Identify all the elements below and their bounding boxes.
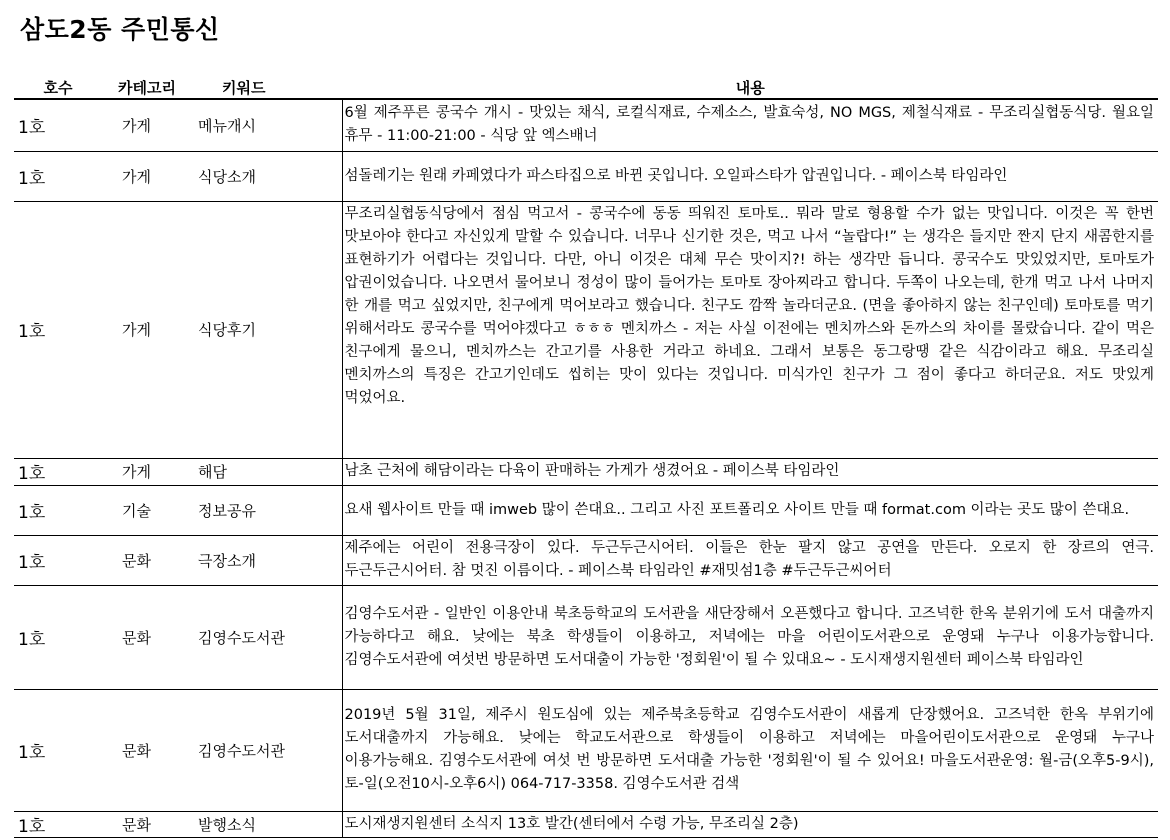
row-issue: 1호 — [14, 689, 102, 811]
row-category: 가게 — [102, 458, 192, 485]
row-keyword: 해담 — [192, 458, 342, 485]
row-content: 김영수도서관 - 일반인 이용안내 북초등학교의 도서관을 새단장해서 오픈했다고 합니다. 고즈넉한 한옥 분위기에 도서 대출까지 가능하다고 해요. 낮에는 북초 학생들이 이용하고, 저녁에는 마을 어린이도서관으로 운영돼 누구나 이용가능합니다. 김영수도서관에 여섯번 방문하면 도서대출이 가능한 '정회원'이 될 수 있대요~ - 도시재생지원센터 페이스북 타임라인 — [342, 585, 1158, 689]
table-row — [14, 689, 1158, 811]
row-content: 2019년 5월 31일, 제주시 원도심에 있는 제주북초등학교 김영수도서관이 새롭게 단장했어요. 고즈넉한 한옥 부위기에 도서대출까지 가능해요. 낮에는 학교도서관으로 학생들이 이용하고 저녁에는 마을어린이도서관으로 운영돼 누구나 이용가능해요. 김영수도서관에 여섯 번 방문하면 도서대출 가능한 '정회원'이 될 수 있어요! 마을도서관운영: 월-금(오후5-9시), 토-일(오전10시-오후6시) 064-717-3358. 김영수도서관 검색 — [342, 689, 1158, 811]
row-content: 도시재생지원센터 소식지 13호 발간(센터에서 수령 가능, 무조리실 2층) — [342, 811, 1158, 837]
row-issue: 1호 — [14, 458, 102, 485]
row-issue: 1호 — [14, 585, 102, 689]
table-row — [14, 535, 1158, 585]
row-keyword: 메뉴개시 — [192, 99, 342, 151]
row-issue: 1호 — [14, 811, 102, 837]
row-category: 가게 — [102, 201, 192, 458]
row-keyword: 식당소개 — [192, 151, 342, 201]
row-keyword: 정보공유 — [192, 485, 342, 535]
table-row — [14, 458, 1158, 485]
row-category: 문화 — [102, 585, 192, 689]
row-category: 문화 — [102, 689, 192, 811]
row-issue: 1호 — [14, 535, 102, 585]
row-keyword: 극장소개 — [192, 535, 342, 585]
row-keyword: 김영수도서관 — [192, 585, 342, 689]
table-row — [14, 99, 1158, 151]
newsletter-table — [14, 76, 1158, 838]
row-content: 섬돌레기는 원래 카페였다가 파스타집으로 바뀐 곳입니다. 오일파스타가 압권입니다. - 페이스북 타임라인 — [342, 151, 1158, 201]
row-content-text: 무조리실협동식당에서 점심 먹고서 - 콩국수에 동동 띄워진 토마토.. 뭐라 말로 형용할 수가 없는 맛입니다. 이것은 꼭 한번 맛보아야 한다고 자신있게 말할 수 있습니다. 너무나 신기한 것은, 먹고 나서 “놀랍다!” 는 생각은 들지만 짠지 단지 새콤한지를 표현하기가 어렵다는 것입니다. 다만, 아니 이것은 대체 무슨 맛이지?! 하는 생각만 듭니다. 콩국수도 맛있었지만, 토마토가 압권이었습니다. 나오면서 물어보니 정성이 많이 들어가는 토마토 장아찌라고 합니다. 두쪽이 나오는데, 한개 먹고 나서 나머지 한 개를 먹고 싶었지만, 친구에게 먹어보라고 했습니다. 친구도 깜짝 놀라더군요. (면을 좋아하지 않는 친구인데) 토마토를 먹기 위해서라도 콩국수를 먹어야겠다고 ㅎㅎㅎ 멘치까스 - 저는 사실 이전에는 멘치까스와 돈까스의 차이를 몰랐습니다. 같이 먹은 친구에게 물으니, 멘치까스는 간고기를 사용한 거라고 하네요. 그래서 보통은 동그랑땡 같은 식감이라고 해요. 무조리실 멘치까스의 특징은 간고기인데도 씹히는 맛이 있다는 것입니다. 미식가인 친구가 그 점이 좋다고 하더군요. 저도 맛있게 먹었어요. — [344, 205, 1154, 406]
row-category: 가게 — [102, 151, 192, 201]
row-issue: 1호 — [14, 99, 102, 151]
row-issue: 1호 — [14, 201, 102, 458]
row-keyword: 김영수도서관 — [192, 689, 342, 811]
row-content: 남초 근처에 해담이라는 다육이 판매하는 가게가 생겼어요 - 페이스북 타임라인 — [342, 458, 1158, 485]
row-category: 기술 — [102, 485, 192, 535]
header-content: 내용 — [342, 76, 1158, 99]
row-keyword: 발행소식 — [192, 811, 342, 837]
row-content: 요새 웹사이트 만들 때 imweb 많이 쓴대요.. 그리고 사진 포트폴리오 사이트 만들 때 format.com 이라는 곳도 많이 쓴대요. — [342, 485, 1158, 535]
header-category: 카테고리 — [102, 76, 192, 99]
table-row — [14, 201, 1158, 458]
row-issue: 1호 — [14, 151, 102, 201]
row-category: 문화 — [102, 535, 192, 585]
row-content — [342, 201, 1158, 458]
header-issue: 호수 — [14, 76, 102, 99]
table-row — [14, 151, 1158, 201]
page-title: 삼도2동 주민통신 — [20, 15, 220, 44]
row-keyword: 식당후기 — [192, 201, 342, 458]
row-issue: 1호 — [14, 485, 102, 535]
table-header-row — [14, 76, 1158, 99]
header-keyword: 키워드 — [192, 76, 342, 99]
row-category: 가게 — [102, 99, 192, 151]
table-row — [14, 585, 1158, 689]
row-content: 제주에는 어린이 전용극장이 있다. 두근두근시어터. 이들은 한눈 팔지 않고 공연을 만든다. 오로지 한 장르의 연극. 두근두근시어터. 참 멋진 이름이다. - 페이스북 타임라인 #재밋섬1층 #두근두근씨어터 — [342, 535, 1158, 585]
row-category: 문화 — [102, 811, 192, 837]
table-row — [14, 485, 1158, 535]
table-row — [14, 811, 1158, 837]
row-content: 6월 제주푸른 콩국수 개시 - 맛있는 채식, 로컬식재료, 수제소스, 발효숙성, NO MGS, 제철식재료 - 무조리실협동식당. 월요일 휴무 - 11:00-21:00 - 식당 앞 엑스배너 — [342, 99, 1158, 151]
